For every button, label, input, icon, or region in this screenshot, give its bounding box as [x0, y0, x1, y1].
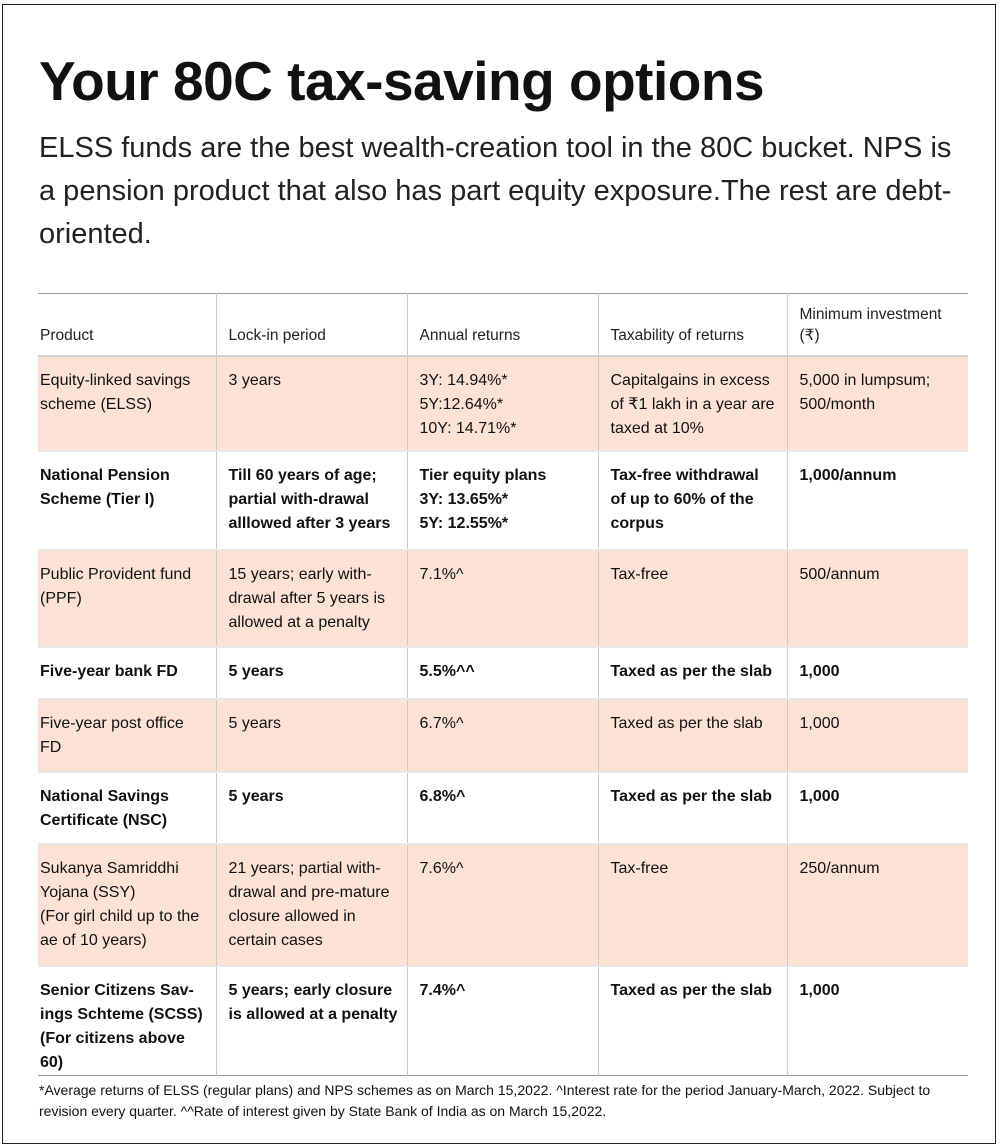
table-header-row — [38, 294, 968, 356]
cell-annual-returns — [407, 772, 598, 844]
cell-text-line: of ₹1 lakh in a year are — [610, 395, 775, 413]
cell-product — [38, 550, 216, 647]
cell-minimum-investment — [787, 451, 968, 550]
cell-text-line: 1,000/annum — [799, 466, 897, 484]
cell-taxability — [598, 647, 787, 699]
table-row — [38, 966, 968, 1076]
cell-lock-in — [216, 699, 407, 772]
page-title: Your 80C tax-saving options — [39, 50, 765, 112]
cell-annual-returns — [407, 844, 598, 966]
cell-product — [38, 699, 216, 772]
infographic-frame — [2, 4, 996, 1144]
cell-taxability — [598, 772, 787, 844]
cell-text-line: Taxed as per the slab — [610, 714, 763, 732]
cell-text-line: Taxed as per the slab — [610, 662, 773, 680]
cell-text-line: Tax-free — [610, 859, 669, 877]
cell-text-line: closure allowed in — [228, 907, 356, 925]
cell-text-line: Tax-free — [610, 565, 669, 583]
cell-text-line: drawal and pre-mature — [228, 883, 390, 901]
cell-text-line: 5 years; early closure — [228, 981, 393, 999]
table-row — [38, 844, 968, 966]
cell-minimum-investment — [787, 966, 968, 1076]
cell-product — [38, 966, 216, 1076]
cell-text-line: 10Y: 14.71%* — [419, 419, 517, 437]
cell-text-line: 1,000 — [799, 787, 840, 805]
cell-text-line: of up to 60% of the — [610, 490, 754, 508]
table-row — [38, 772, 968, 844]
cell-text-line: Taxed as per the slab — [610, 787, 773, 805]
cell-minimum-investment — [787, 550, 968, 647]
cell-text-line: 15 years; early with- — [228, 565, 372, 583]
cell-minimum-investment — [787, 647, 968, 699]
cell-minimum-investment — [787, 356, 968, 451]
cell-annual-returns — [407, 647, 598, 699]
table-row — [38, 356, 968, 451]
cell-taxability — [598, 451, 787, 550]
cell-text-line: scheme (ELSS) — [40, 395, 153, 413]
cell-text-line: (For citizens above 60) — [40, 1029, 185, 1071]
cell-annual-returns — [407, 451, 598, 550]
cell-text-line: Certificate (NSC) — [40, 811, 168, 829]
cell-text-line: Scheme (Tier I) — [40, 490, 155, 508]
cell-text-line: 5 years — [228, 787, 284, 805]
cell-text-line: 3 years — [228, 371, 281, 389]
cell-text-line: (PPF) — [40, 589, 82, 607]
cell-text-line: 5,000 in lumpsum; — [799, 371, 931, 389]
header-lock-in: Lock-in period — [216, 294, 407, 356]
header-taxability: Taxability of returns — [598, 294, 787, 356]
cell-text-line: 500/month — [799, 395, 876, 413]
cell-text-line: 7.4%^ — [419, 981, 466, 999]
table-row — [38, 451, 968, 550]
cell-text-line: is allowed at a penalty — [228, 1005, 398, 1023]
cell-text-line: Senior Citizens Sav- — [40, 981, 194, 999]
cell-text-line: Capitalgains in excess — [610, 371, 770, 389]
cell-text-line: ae of 10 years) — [40, 931, 147, 949]
cell-text-line: 5Y: 12.55%* — [419, 514, 509, 532]
cell-lock-in — [216, 451, 407, 550]
cell-text-line: Tier equity plans — [419, 466, 547, 484]
footnote: *Average returns of ELSS (regular plans) and NPS schemes as on March 15,2022. ^Interest rate for the period January-March, 2022. Subject to revision every quarter. ^^Rate of interest given by State Bank of India as on March 15,2022. — [39, 1082, 931, 1119]
cell-text-line: 1,000 — [799, 662, 840, 680]
cell-product — [38, 844, 216, 966]
cell-text-line: 21 years; partial with- — [228, 859, 381, 877]
cell-annual-returns — [407, 966, 598, 1076]
cell-text-line: drawal after 5 years is — [228, 589, 386, 607]
cell-text-line: Public Provident fund — [40, 565, 192, 583]
cell-minimum-investment — [787, 772, 968, 844]
cell-taxability — [598, 966, 787, 1076]
table-row — [38, 550, 968, 647]
cell-text-line: Sukanya Samriddhi — [40, 859, 179, 877]
cell-product — [38, 356, 216, 451]
cell-text-line: 7.6%^ — [419, 859, 464, 877]
cell-text-line: Five-year bank FD — [40, 662, 178, 680]
cell-text-line: corpus — [610, 514, 664, 532]
cell-lock-in — [216, 550, 407, 647]
cell-annual-returns — [407, 356, 598, 451]
cell-text-line: National Savings — [40, 787, 169, 805]
cell-lock-in — [216, 356, 407, 451]
tax-options-table — [38, 293, 968, 1076]
cell-text-line: 5 years — [228, 714, 281, 732]
cell-text-line: 7.1%^ — [419, 565, 464, 583]
cell-text-line: alllowed after 3 years — [228, 514, 391, 532]
cell-text-line: 5.5%^^ — [419, 662, 475, 680]
cell-text-line: certain cases — [228, 931, 323, 949]
page-subtitle: ELSS funds are the best wealth-creation tool in the 80C bucket. NPS is a pension product that also has part equity exposure.The rest are debt-oriented. — [39, 132, 952, 250]
cell-minimum-investment — [787, 699, 968, 772]
table-row — [38, 647, 968, 699]
header-minimum-investment: Minimum investment (₹) — [787, 294, 968, 356]
cell-text-line: Till 60 years of age; — [228, 466, 377, 484]
cell-taxability — [598, 699, 787, 772]
cell-text-line: Equity-linked savings — [40, 371, 191, 389]
cell-text-line: 250/annum — [799, 859, 880, 877]
cell-text-line: partial with-drawal — [228, 490, 369, 508]
cell-lock-in — [216, 844, 407, 966]
cell-text-line: 1,000 — [799, 981, 840, 999]
header-product: Product — [40, 326, 94, 344]
cell-text-line: allowed at a penalty — [228, 613, 370, 631]
cell-text-line: 5 years — [228, 662, 284, 680]
cell-text-line: 3Y: 13.65%* — [419, 490, 509, 508]
cell-text-line: Five-year post office — [40, 714, 184, 732]
cell-annual-returns — [407, 550, 598, 647]
cell-taxability — [598, 356, 787, 451]
cell-lock-in — [216, 966, 407, 1076]
cell-taxability — [598, 844, 787, 966]
cell-text-line: National Pension — [40, 466, 170, 484]
header-annual-returns: Annual returns — [407, 294, 598, 356]
cell-text-line: 500/annum — [799, 565, 880, 583]
cell-text-line: Taxed as per the slab — [610, 981, 773, 999]
cell-product — [38, 647, 216, 699]
table-row — [38, 699, 968, 772]
cell-lock-in — [216, 772, 407, 844]
cell-lock-in — [216, 647, 407, 699]
table-body — [38, 356, 968, 1076]
cell-text-line: FD — [40, 738, 62, 756]
cell-minimum-investment — [787, 844, 968, 966]
cell-text-line: 5Y:12.64%* — [419, 395, 504, 413]
cell-text-line: 6.7%^ — [419, 714, 464, 732]
cell-text-line: ings Schteme (SCSS) — [40, 1005, 203, 1023]
cell-text-line: Yojana (SSY) — [40, 883, 136, 901]
cell-text-line: 6.8%^ — [419, 787, 466, 805]
cell-text-line: Tax-free withdrawal — [610, 466, 759, 484]
cell-text-line: (For girl child up to the — [40, 907, 200, 925]
cell-text-line: 3Y: 14.94%* — [419, 371, 508, 389]
cell-text-line: 1,000 — [799, 714, 840, 732]
cell-taxability — [598, 550, 787, 647]
cell-product — [38, 772, 216, 844]
cell-annual-returns — [407, 699, 598, 772]
cell-text-line: taxed at 10% — [610, 419, 704, 437]
cell-product — [38, 451, 216, 550]
